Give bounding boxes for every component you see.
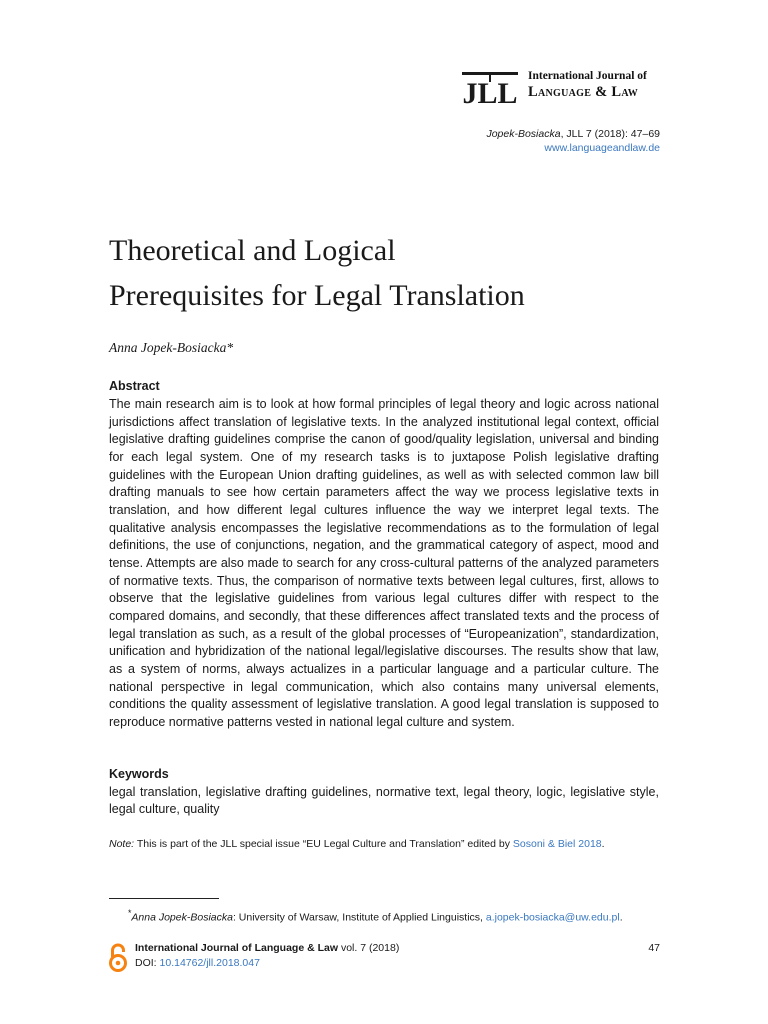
note (109, 837, 669, 851)
footnote-end: . (619, 911, 623, 924)
abstract-heading: Abstract (109, 379, 160, 393)
footnote-email-link[interactable]: a.jopek-bosiacka@uw.edu.pl (485, 911, 620, 924)
footer-text (135, 941, 399, 971)
logo-text: JLL (462, 77, 518, 106)
page-footer (108, 941, 660, 975)
note-end: . (601, 838, 605, 850)
journal-name (528, 69, 660, 101)
footnote-author: Anna Jopek-Bosiacka (131, 911, 233, 924)
abstract-text: The main research aim is to look at how formal principles of legal theory and logic across national jurisdictions affect translation of legislative texts. In the analyzed institutional legal context, official legislative drafting guidelines comprise the canon of good/quality legislation, universal and binding for each legal system. One of my research tasks is to juxtapose Polish legislative drafting guidelines with the European Union drafting guidelines, as well as with selected common law bill drafting manuals to see how certain parameters affect the way we process legislative texts in translation, and how different legal cultures influence the way we interpret legal texts. The qualitative analysis encompasses the legislative recommendations as to the formulation of legal definitions, the use of conjunctions, negation, and the grammatical category of aspect, mood and tense. Attempts are also made to search for any cross-cultural patterns of the analyzed parameters of normative texts. Thus, the comparison of normative texts between legal cultures, first, allows to observe that the legislative guidelines from various legal cultures differ with respect to the compared domains, and secondly, that these differences affect translated texts and the process of legal translation as such, as a result of the global processes of “Europeanization”, standardization, unification and hybridization of the national legal/legislative discourses. The results show that law, as a system of norms, always actualizes in a particular language and a particular culture. The national perspective in legal communication, which also contains many universal elements, conditions the quality assessment of legislative translation. A good legal translation is supposed to reproduce normative patterns vested in national legal culture and system. (109, 397, 659, 729)
citation-ref: , JLL 7 (2018): 47–69 (560, 128, 660, 140)
footer-volume: vol. 7 (2018) (338, 942, 400, 954)
journal-url-link[interactable]: www.languageandlaw.de (544, 142, 660, 154)
footer-doi-label: DOI: (135, 957, 160, 969)
title-line1: Theoretical and Logical (109, 234, 396, 267)
keywords-text: legal translation, legislative drafting guidelines, normative text, legal theory, logic, legislative style, legal culture, quality (109, 785, 659, 817)
open-access-icon (108, 943, 128, 973)
note-label: Note: (109, 838, 135, 850)
footnote-divider (109, 898, 219, 899)
jll-logo (462, 70, 518, 106)
journal-name-line1: International Journal of (528, 70, 647, 82)
title-line2: Prerequisites for Legal Translation (109, 279, 525, 312)
article-title (109, 228, 669, 318)
citation-block (486, 127, 660, 155)
author-name: Anna Jopek-Bosiacka* (109, 340, 234, 355)
keywords-heading: Keywords (109, 767, 169, 781)
footer-doi-link[interactable]: 10.14762/jll.2018.047 (159, 957, 260, 969)
citation-author: Jopek-Bosiacka (486, 128, 561, 140)
footnote-marker: * (128, 908, 132, 918)
note-reference-link[interactable]: Sosoni & Biel 2018 (512, 838, 602, 850)
footnote (128, 906, 623, 925)
page-number: 47 (648, 942, 660, 954)
journal-name-line2: Language & Law (528, 84, 639, 100)
footnote-text: : University of Warsaw, Institute of Applied Linguistics, (232, 911, 486, 924)
footer-journal: International Journal of Language & Law (135, 942, 339, 954)
note-text: This is part of the JLL special issue “EU Legal Culture and Translation” edited by (134, 838, 513, 850)
journal-header (462, 66, 660, 106)
